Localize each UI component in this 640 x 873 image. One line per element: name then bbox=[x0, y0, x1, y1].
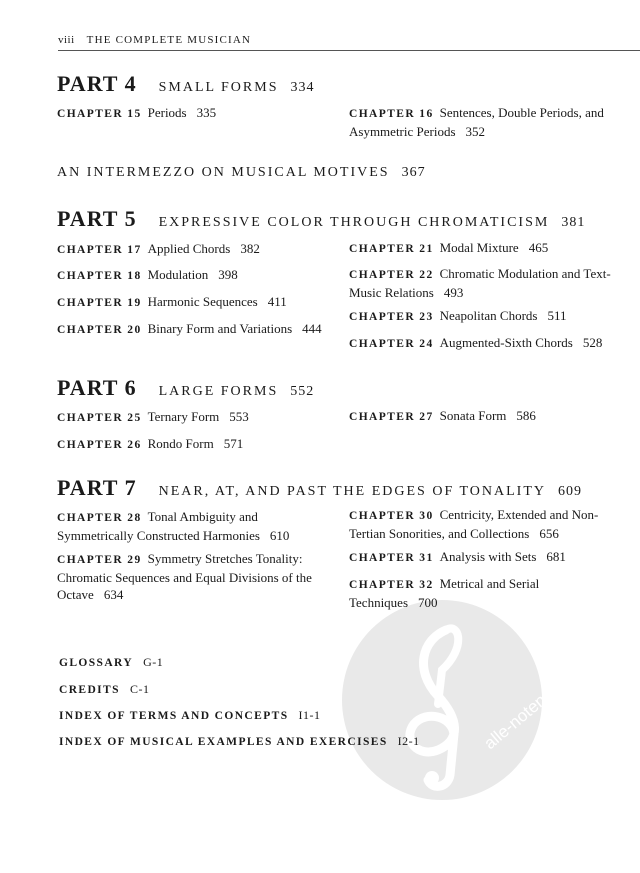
chapter-entry bbox=[349, 575, 589, 611]
chapter-title: Modal Mixture bbox=[439, 240, 519, 255]
chapter-page: 656 bbox=[539, 526, 559, 541]
back-matter-page: G-1 bbox=[143, 655, 164, 669]
part-title: NEAR, AT, AND PAST THE EDGES OF TONALITY bbox=[158, 484, 546, 499]
chapter-entry bbox=[349, 265, 619, 301]
chapter-page: 553 bbox=[229, 409, 249, 424]
chapter-page: 352 bbox=[465, 124, 486, 139]
chapter-page: 571 bbox=[223, 436, 244, 451]
chapter-label: CHAPTER 18 bbox=[57, 270, 142, 282]
back-matter-entry bbox=[59, 708, 321, 723]
chapter-label: CHAPTER 24 bbox=[349, 338, 434, 350]
chapter-title: Rondo Form bbox=[147, 436, 214, 451]
back-matter-title: CREDITS bbox=[59, 684, 120, 696]
chapter-page: 465 bbox=[528, 240, 549, 255]
chapter-title: Chromatic Modulation and Text-Music Relations bbox=[349, 266, 611, 300]
back-matter-entry bbox=[59, 655, 163, 670]
back-matter-entry bbox=[59, 682, 149, 697]
chapter-entry bbox=[349, 104, 619, 140]
part-label: PART 5 bbox=[57, 206, 137, 231]
part-page: 381 bbox=[561, 215, 586, 230]
chapter-entry bbox=[349, 334, 629, 353]
chapter-title: Sentences, Double Periods, and Asymmetric Periods bbox=[349, 105, 604, 139]
chapter-label: CHAPTER 15 bbox=[57, 108, 142, 120]
chapter-title: Binary Form and Variations bbox=[147, 321, 293, 336]
chapter-label: CHAPTER 20 bbox=[57, 324, 142, 336]
watermark-circle bbox=[342, 600, 568, 800]
chapter-entry bbox=[349, 307, 619, 326]
running-header bbox=[58, 34, 251, 46]
chapter-entry bbox=[57, 293, 327, 312]
part-heading bbox=[57, 475, 582, 501]
running-title: THE COMPLETE MUSICIAN bbox=[86, 34, 252, 46]
chapter-label: CHAPTER 27 bbox=[349, 411, 434, 423]
back-matter-title: GLOSSARY bbox=[59, 657, 134, 669]
part-label: PART 7 bbox=[57, 475, 137, 500]
page-number: viii bbox=[58, 34, 75, 46]
chapter-label: CHAPTER 25 bbox=[57, 412, 142, 424]
chapter-entry bbox=[57, 550, 322, 603]
back-matter-page: I2-1 bbox=[397, 734, 420, 748]
back-matter-title: INDEX OF MUSICAL EXAMPLES AND EXERCISES bbox=[59, 736, 388, 748]
chapter-entry bbox=[57, 240, 327, 259]
chapter-label: CHAPTER 17 bbox=[57, 244, 142, 256]
part-label: PART 6 bbox=[57, 375, 137, 400]
chapter-title: Harmonic Sequences bbox=[147, 294, 258, 309]
chapter-entry bbox=[57, 435, 327, 454]
chapter-entry bbox=[57, 104, 327, 123]
chapter-title: Periods bbox=[147, 105, 187, 120]
chapter-label: CHAPTER 31 bbox=[349, 552, 434, 564]
chapter-entry bbox=[57, 320, 347, 339]
chapter-entry bbox=[57, 508, 322, 544]
chapter-page: 681 bbox=[546, 549, 566, 564]
chapter-page: 700 bbox=[418, 595, 438, 610]
chapter-label: CHAPTER 22 bbox=[349, 269, 434, 281]
chapter-label: CHAPTER 28 bbox=[57, 512, 142, 524]
chapter-title: Symmetry Stretches Tonality: Chromatic Sequences and Equal Divisions of the Octave bbox=[57, 551, 312, 602]
chapter-label: CHAPTER 30 bbox=[349, 510, 434, 522]
chapter-entry bbox=[57, 408, 327, 427]
part-page: 334 bbox=[290, 80, 315, 95]
chapter-label: CHAPTER 23 bbox=[349, 311, 434, 323]
chapter-label: CHAPTER 16 bbox=[349, 108, 434, 120]
back-matter-entry bbox=[59, 734, 420, 749]
part-label: PART 4 bbox=[57, 71, 137, 96]
part-title: SMALL FORMS bbox=[158, 80, 279, 95]
chapter-page: 528 bbox=[582, 335, 603, 350]
chapter-page: 411 bbox=[267, 294, 287, 309]
chapter-label: CHAPTER 21 bbox=[349, 243, 434, 255]
intermezzo-heading bbox=[57, 165, 426, 181]
intermezzo-title: AN INTERMEZZO ON MUSICAL MOTIVES bbox=[57, 165, 390, 180]
chapter-title: Analysis with Sets bbox=[439, 549, 537, 564]
chapter-title: Sonata Form bbox=[439, 408, 507, 423]
chapter-page: 444 bbox=[302, 321, 322, 336]
part-title: EXPRESSIVE COLOR THROUGH CHROMATICISM bbox=[158, 215, 550, 230]
back-matter-page: C-1 bbox=[129, 682, 150, 696]
chapter-title: Tonal Ambiguity and Symmetrically Constructed Harmonies bbox=[57, 509, 260, 543]
chapter-label: CHAPTER 26 bbox=[57, 439, 142, 451]
chapter-title: Neapolitan Chords bbox=[439, 308, 538, 323]
part-title: LARGE FORMS bbox=[158, 384, 279, 399]
chapter-label: CHAPTER 32 bbox=[349, 579, 434, 591]
back-matter-page: I1-1 bbox=[298, 708, 321, 722]
chapter-page: 335 bbox=[196, 105, 217, 120]
part-heading bbox=[57, 375, 314, 401]
chapter-page: 398 bbox=[218, 267, 238, 282]
watermark-text: alle-noten.de bbox=[480, 675, 568, 754]
chapter-title: Modulation bbox=[147, 267, 209, 282]
intermezzo-page: 367 bbox=[401, 165, 426, 180]
chapter-page: 610 bbox=[269, 528, 290, 543]
chapter-page: 382 bbox=[240, 241, 260, 256]
chapter-label: CHAPTER 29 bbox=[57, 554, 142, 566]
part-heading bbox=[57, 71, 315, 97]
chapter-entry bbox=[349, 407, 619, 426]
chapter-page: 634 bbox=[103, 587, 124, 602]
chapter-title: Applied Chords bbox=[147, 241, 231, 256]
chapter-entry bbox=[349, 548, 619, 567]
header-rule bbox=[58, 50, 640, 51]
chapter-page: 493 bbox=[443, 285, 464, 300]
chapter-page: 511 bbox=[547, 308, 567, 323]
part-page: 552 bbox=[290, 384, 315, 399]
chapter-page: 586 bbox=[516, 408, 536, 423]
chapter-title: Centricity, Extended and Non-Tertian Sonorities, and Collections bbox=[349, 507, 599, 541]
treble-clef-icon bbox=[342, 600, 568, 800]
chapter-title: Ternary Form bbox=[147, 409, 220, 424]
chapter-entry bbox=[349, 506, 619, 542]
back-matter-title: INDEX OF TERMS AND CONCEPTS bbox=[59, 710, 289, 722]
part-heading bbox=[57, 206, 585, 232]
chapter-title: Metrical and Serial Techniques bbox=[349, 576, 540, 610]
chapter-entry bbox=[57, 266, 327, 285]
chapter-title: Augmented-Sixth Chords bbox=[439, 335, 573, 350]
chapter-entry bbox=[349, 239, 619, 258]
part-page: 609 bbox=[557, 484, 582, 499]
chapter-label: CHAPTER 19 bbox=[57, 297, 142, 309]
